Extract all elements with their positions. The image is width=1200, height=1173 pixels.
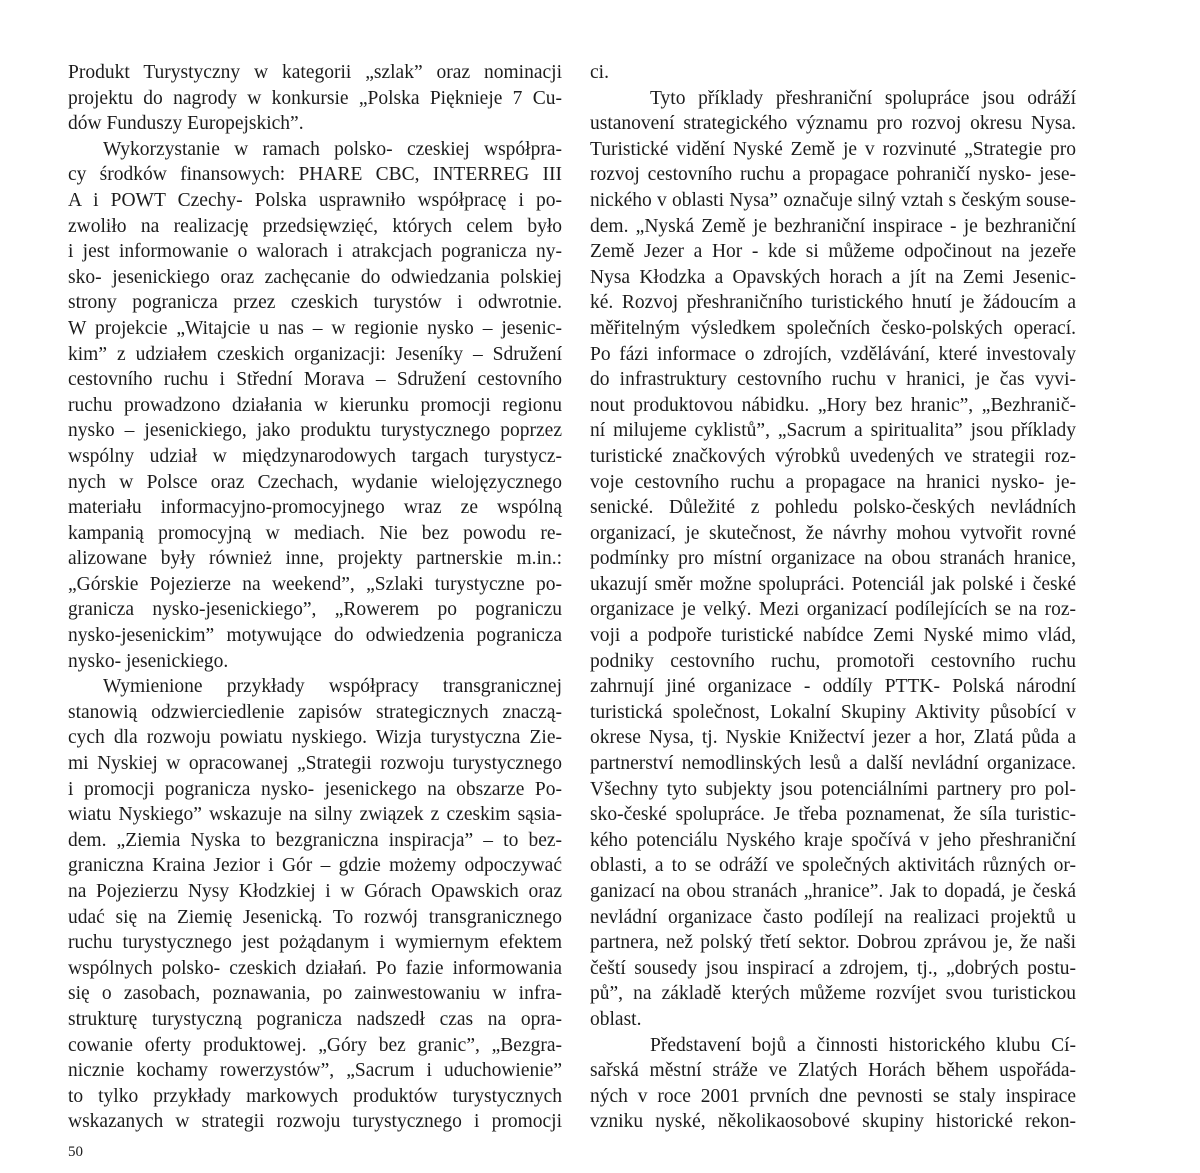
text-line: Tyto příklady přeshraniční spolupráce jsou odráží [650, 87, 1076, 109]
text-line: to tylko przykłady markowych produktów turystycznych [68, 1085, 562, 1107]
text-line: dem. „Ziemia Nyska to bezgraniczna inspiracja” – to bez- [68, 829, 562, 851]
text-line: wskazanych w strategii rozwoju turystycznego i promocji [68, 1111, 562, 1133]
text-line: podmínky pro místní organizace na obou stranách hranice, [590, 548, 1076, 570]
text-line: nysko- jesenickiego. [68, 650, 229, 672]
text-line: sko- jesenickiego oraz zachęcanie do odwiedzania polskiej [68, 266, 562, 288]
text-line: partnerství nemodlinských lesů a další nevládní organizace. [590, 753, 1076, 775]
text-line: Turistické vidění Nyské Země je v rozvinuté „Strategie pro [590, 138, 1076, 160]
text-line: cych dla rozwoju powiatu nyskiego. Wizja turystyczna Zie- [68, 727, 562, 749]
text-line: W projekcie „Witajcie u nas – w regionie nysko – jesenic- [68, 317, 562, 339]
text-line: się o zasobach, poznawania, po zainwestowaniu w infra- [68, 983, 562, 1005]
text-line: granicza nysko-jesenickiego”, „Rowerem po pograniczu [68, 599, 562, 621]
text-line: nického v oblasti Nysa” označuje silný vztah s českým souse- [590, 189, 1076, 211]
text-line: turistické značkových výrobků uvedených ve strategii roz- [590, 445, 1076, 467]
text-line: voji a podpoře turistické nabídce Zemi Nyské mimo vlád, [590, 625, 1076, 647]
text-line: Země Jezer a Hor - kde si můžeme odpočinout na jezeře [590, 241, 1076, 263]
text-line: dów Funduszy Europejskich”. [68, 113, 304, 135]
page-number: 50 [68, 1144, 83, 1160]
text-line: senické. Důležité z pohledu polsko-českých nevládních [590, 497, 1076, 519]
text-line: Wykorzystanie w ramach polsko- czeskiej współpra- [103, 138, 562, 160]
text-line: Wymienione przykłady współpracy transgranicznej [103, 676, 562, 698]
text-line: měřitelným výsledkem společních česko-polských operací. [590, 317, 1076, 339]
text-line: nevládní organizace často podílejí na realizaci projektů u [590, 906, 1076, 928]
text-line: sko-české spolupráce. Je třeba poznamenat, že síla turistic- [590, 804, 1076, 826]
text-line: nicznie kochamy rowerzystów”, „Sacrum i uduchowienie” [68, 1060, 562, 1082]
text-line: zwoliło na realizację przedsięwzięć, których celem było [68, 215, 562, 237]
text-line: ruchu turystycznego jest pożądanym i wymiernym efektem [68, 932, 562, 954]
text-line: oblasti, a to se odráží ve společných aktivitách různých or- [590, 855, 1076, 877]
text-line: nout produktovou nábidku. „Hory bez hranic”, „Bezhranič- [590, 394, 1076, 416]
text-line: i jest informowanie o walorach i atrakcjach pogranicza ny- [68, 241, 562, 263]
text-line: rozvoj cestovního ruchu a propagace pohraničí nysko- jese- [590, 164, 1076, 186]
text-line: stanowią odzwierciedlenie zapisów strategicznych znaczą- [68, 701, 562, 723]
text-line: ukazují směr možne spolupráci. Potenciál jak polské i české [590, 573, 1076, 595]
text-line: sařská městní stráže ve Zlatých Horách během uspořáda- [590, 1060, 1076, 1082]
text-line: graniczna Kraina Jezior i Gór – gdzie możemy odpoczywać [68, 855, 562, 877]
text-line: A i POWT Czechy- Polska usprawniło współpracę i po- [68, 189, 562, 211]
text-line: i promocji pogranicza nysko- jesenickego na obszarze Po- [68, 778, 562, 800]
text-line: ganizací na obou stranách „hranice”. Jak to dopadá, je česká [590, 881, 1076, 902]
text-line: ných v roce 2001 prvních dne pevnosti se staly inspirace [590, 1085, 1076, 1107]
text-line: strukturę turystyczną pogranicza nadszedł czas na opra- [68, 1008, 562, 1030]
text-line: cowanie oferty produktowej. „Góry bez granic”, „Bezgra- [68, 1034, 562, 1056]
text-line: strony pogranicza przez czeskich turystów i odwrotnie. [68, 292, 562, 314]
text-line: Po fázi informace o zdrojích, vzdělávání, které investovaly [590, 343, 1076, 365]
text-line: oblast. [590, 1008, 642, 1030]
text-line: ci. [590, 62, 609, 83]
right-text-column [590, 60, 1076, 1135]
text-line: okrese Nysa, tj. Nyskie Knižectví jezer a hor, Zlatá půda a [590, 727, 1076, 749]
text-line: Představení bojů a činnosti historického klubu Cí- [650, 1034, 1076, 1056]
text-line: kim” z udziałem czeskich organizacji: Jeseníky – Sdružení [68, 343, 562, 365]
text-line: Produkt Turystyczny w kategorii „szlak” oraz nominacji [68, 62, 562, 83]
text-line: nysko – jesenickiego, jako produktu turystycznego poprzez [68, 420, 562, 442]
text-line: mi Nyskiej w opracowanej „Strategii rozwoju turystycznego [68, 753, 562, 775]
text-line: ké. Rozvoj přeshraničního turistického hnutí je žádoucím a [590, 292, 1076, 314]
text-line: udać się na Ziemię Jesenicką. To rozwój transgranicznego [68, 906, 562, 928]
text-line: kého potenciálu Nyského kraje spočívá v jeho přeshraniční [590, 829, 1076, 851]
text-line: nych w Polsce oraz Czechach, wydanie wielojęzycznego [68, 471, 562, 493]
text-line: partnera, než polský třetí sektor. Dobrou zprávou je, že naši [590, 932, 1076, 954]
text-line: vzniku nyské, několikaosobové skupiny historické rekon- [590, 1111, 1076, 1133]
text-line: turistická společnost, Lokalní Skupiny Aktivity působící v [590, 701, 1076, 723]
text-line: nysko-jesenickim” motywujące do odwiedzenia pogranicza [68, 625, 562, 647]
text-line: podniky cestovního ruchu, promotoři cestovního ruchu [590, 650, 1076, 672]
text-line: materiału informacyjno-promocyjnego wraz ze wspólną [68, 497, 562, 519]
text-line: kampanią promocyjną w mediach. Nie bez powodu re- [68, 522, 562, 544]
text-line: čeští sousedy jsou inspirací a zdrojem, tj., „dobrých postu- [590, 957, 1076, 979]
text-line: ruchu prowadzono działania w kierunku promocji regionu [68, 394, 562, 416]
text-line: Nysa Kłodzka a Opavských horach a jít na Zemi Jesenic- [590, 266, 1076, 288]
text-line: voje cestovního ruchu a propagace na hranici nysko- je- [590, 471, 1076, 493]
text-line: ní milujeme cyklistů”, „Sacrum a spiritualita” jsou příklady [590, 420, 1076, 442]
text-line: Všechny tyto subjekty jsou potenciálními partnery pro pol- [590, 778, 1076, 800]
text-line: pů”, na základě kterých můžeme rozvíjet svou turistickou [590, 983, 1076, 1005]
text-line: do infrastruktury cestovního ruchu v hranici, je čas vyvi- [590, 369, 1076, 391]
text-line: wiatu Nyskiego” wskazuje na silny związek z czeskim sąsia- [68, 804, 562, 826]
left-text-column [68, 60, 562, 1135]
text-line: cestovního ruchu i Střední Morava – Sdružení cestovního [68, 369, 562, 391]
text-line: dem. „Nyská Země je bezhraniční inspirace - je bezhraniční [590, 215, 1076, 237]
text-line: projektu do nagrody w konkursie „Polska Pięknieje 7 Cu- [68, 87, 562, 109]
text-line: wspólnych polsko- czeskich działań. Po fazie informowania [68, 957, 562, 979]
text-line: organizací, je skutečnost, že návrhy mohou vytvořit rovné [590, 522, 1076, 544]
text-line: ustanovení strategického významu pro rozvoj okresu Nysa. [590, 113, 1076, 135]
text-line: na Pojezierzu Nysy Kłodzkiej i w Górach Opawskich oraz [68, 881, 562, 902]
text-line: zahrnují jiné organizace - oddíly PTTK- Polská národní [590, 676, 1076, 698]
text-line: „Górskie Pojezierze na weekend”, „Szlaki turystyczne po- [68, 573, 562, 595]
text-line: wspólny udział w międzynarodowych targach turystycz- [68, 445, 562, 467]
text-line: cy środków finansowych: PHARE CBC, INTERREG III [68, 164, 562, 186]
text-line: alizowane były również inne, projekty partnerskie m.in.: [68, 548, 562, 570]
text-line: organizace je velký. Mezi organizací podílejících se na roz- [590, 599, 1076, 621]
